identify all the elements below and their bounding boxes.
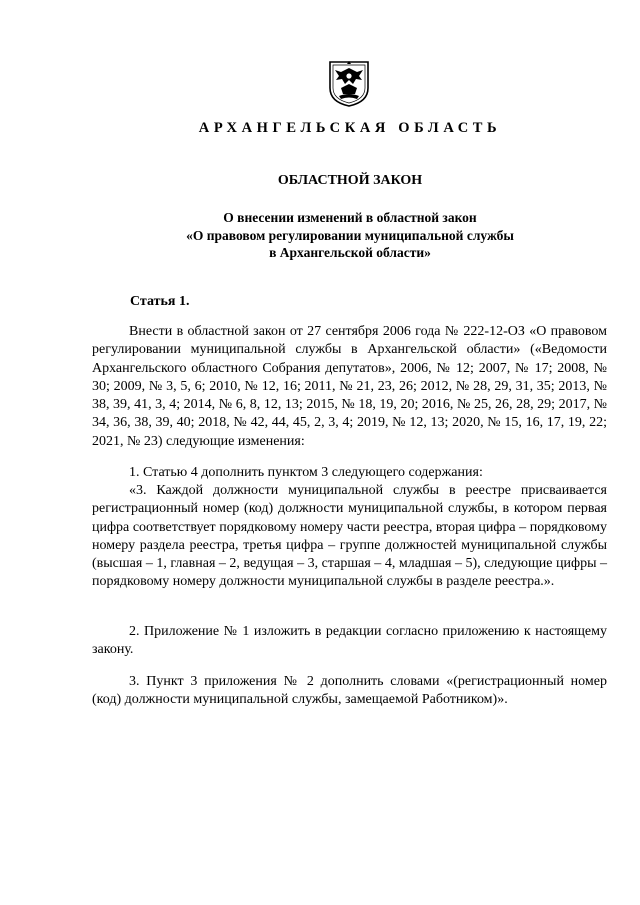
- article-intro-paragraph: Внести в областной закон от 27 сентября 2006 года № 222-12-ОЗ «О правовом регулировании муниципальной службы в Архангельской области» («Ведомости Архангельского областного Собрания депутатов», 2006, № 12; 2007, № 17; 2008, № 30; 2009, № 3, 5, 6; 2010, № 12, 16; 2011, № 21, 23, 26; 2012, № 28, 29, 31, 35; 2013, № 38, 39, 41, 3, 4; 2014, № 6, 8, 12, 13; 2015, № 18, 19, 20; 2016, № 25, 26, 28, 29; 2017, № 34, 36, 38, 39, 40; 2018, № 42, 44, 45, 2, 3, 4; 2019, № 12, 13; 2020, № 15, 16, 17, 19, 22; 2021, № 23) следующие изменения:: [92, 324, 607, 449]
- coat-of-arms-emblem-icon: [327, 58, 371, 108]
- law-type-heading: ОБЛАСТНОЙ ЗАКОН: [277, 173, 423, 188]
- law-title-line: в Архангельской области»: [269, 245, 431, 260]
- article-item-1-quote: «3. Каждой должности муниципальной службы в реестре присваивается регистрационный номер (код) должности муниципальной службы, в котором первая цифра соответствует порядковому номеру части реестра, вторая цифра – порядковому номеру раздела реестра, третья цифра – группе должностей муниципальной службы (высшая – 1, главная – 2, ведущая – 3, старшая – 4, младшая – 5), следующие цифры – порядковому номеру должности муниципальной службы в разделе реестра.».: [92, 483, 607, 590]
- article-item-1: 1. Статью 4 дополнить пунктом 3 следующего содержания:: [129, 465, 483, 480]
- article-heading: Статья 1.: [130, 294, 190, 309]
- law-title-line: О внесении изменений в областной закон: [223, 210, 477, 225]
- law-title: [0, 209, 640, 262]
- law-title-line: «О правовом регулировании муниципальной службы: [186, 227, 514, 243]
- article-item-2: 2. Приложение № 1 изложить в редакции согласно приложению к настоящему закону.: [92, 624, 607, 658]
- region-name: АРХАНГЕЛЬСКАЯ ОБЛАСТЬ: [198, 120, 502, 136]
- article-item-3: 3. Пункт 3 приложения № 2 дополнить словами «(регистрационный номер (код) должности муниципальной службы, замещаемой Работником)».: [92, 674, 607, 708]
